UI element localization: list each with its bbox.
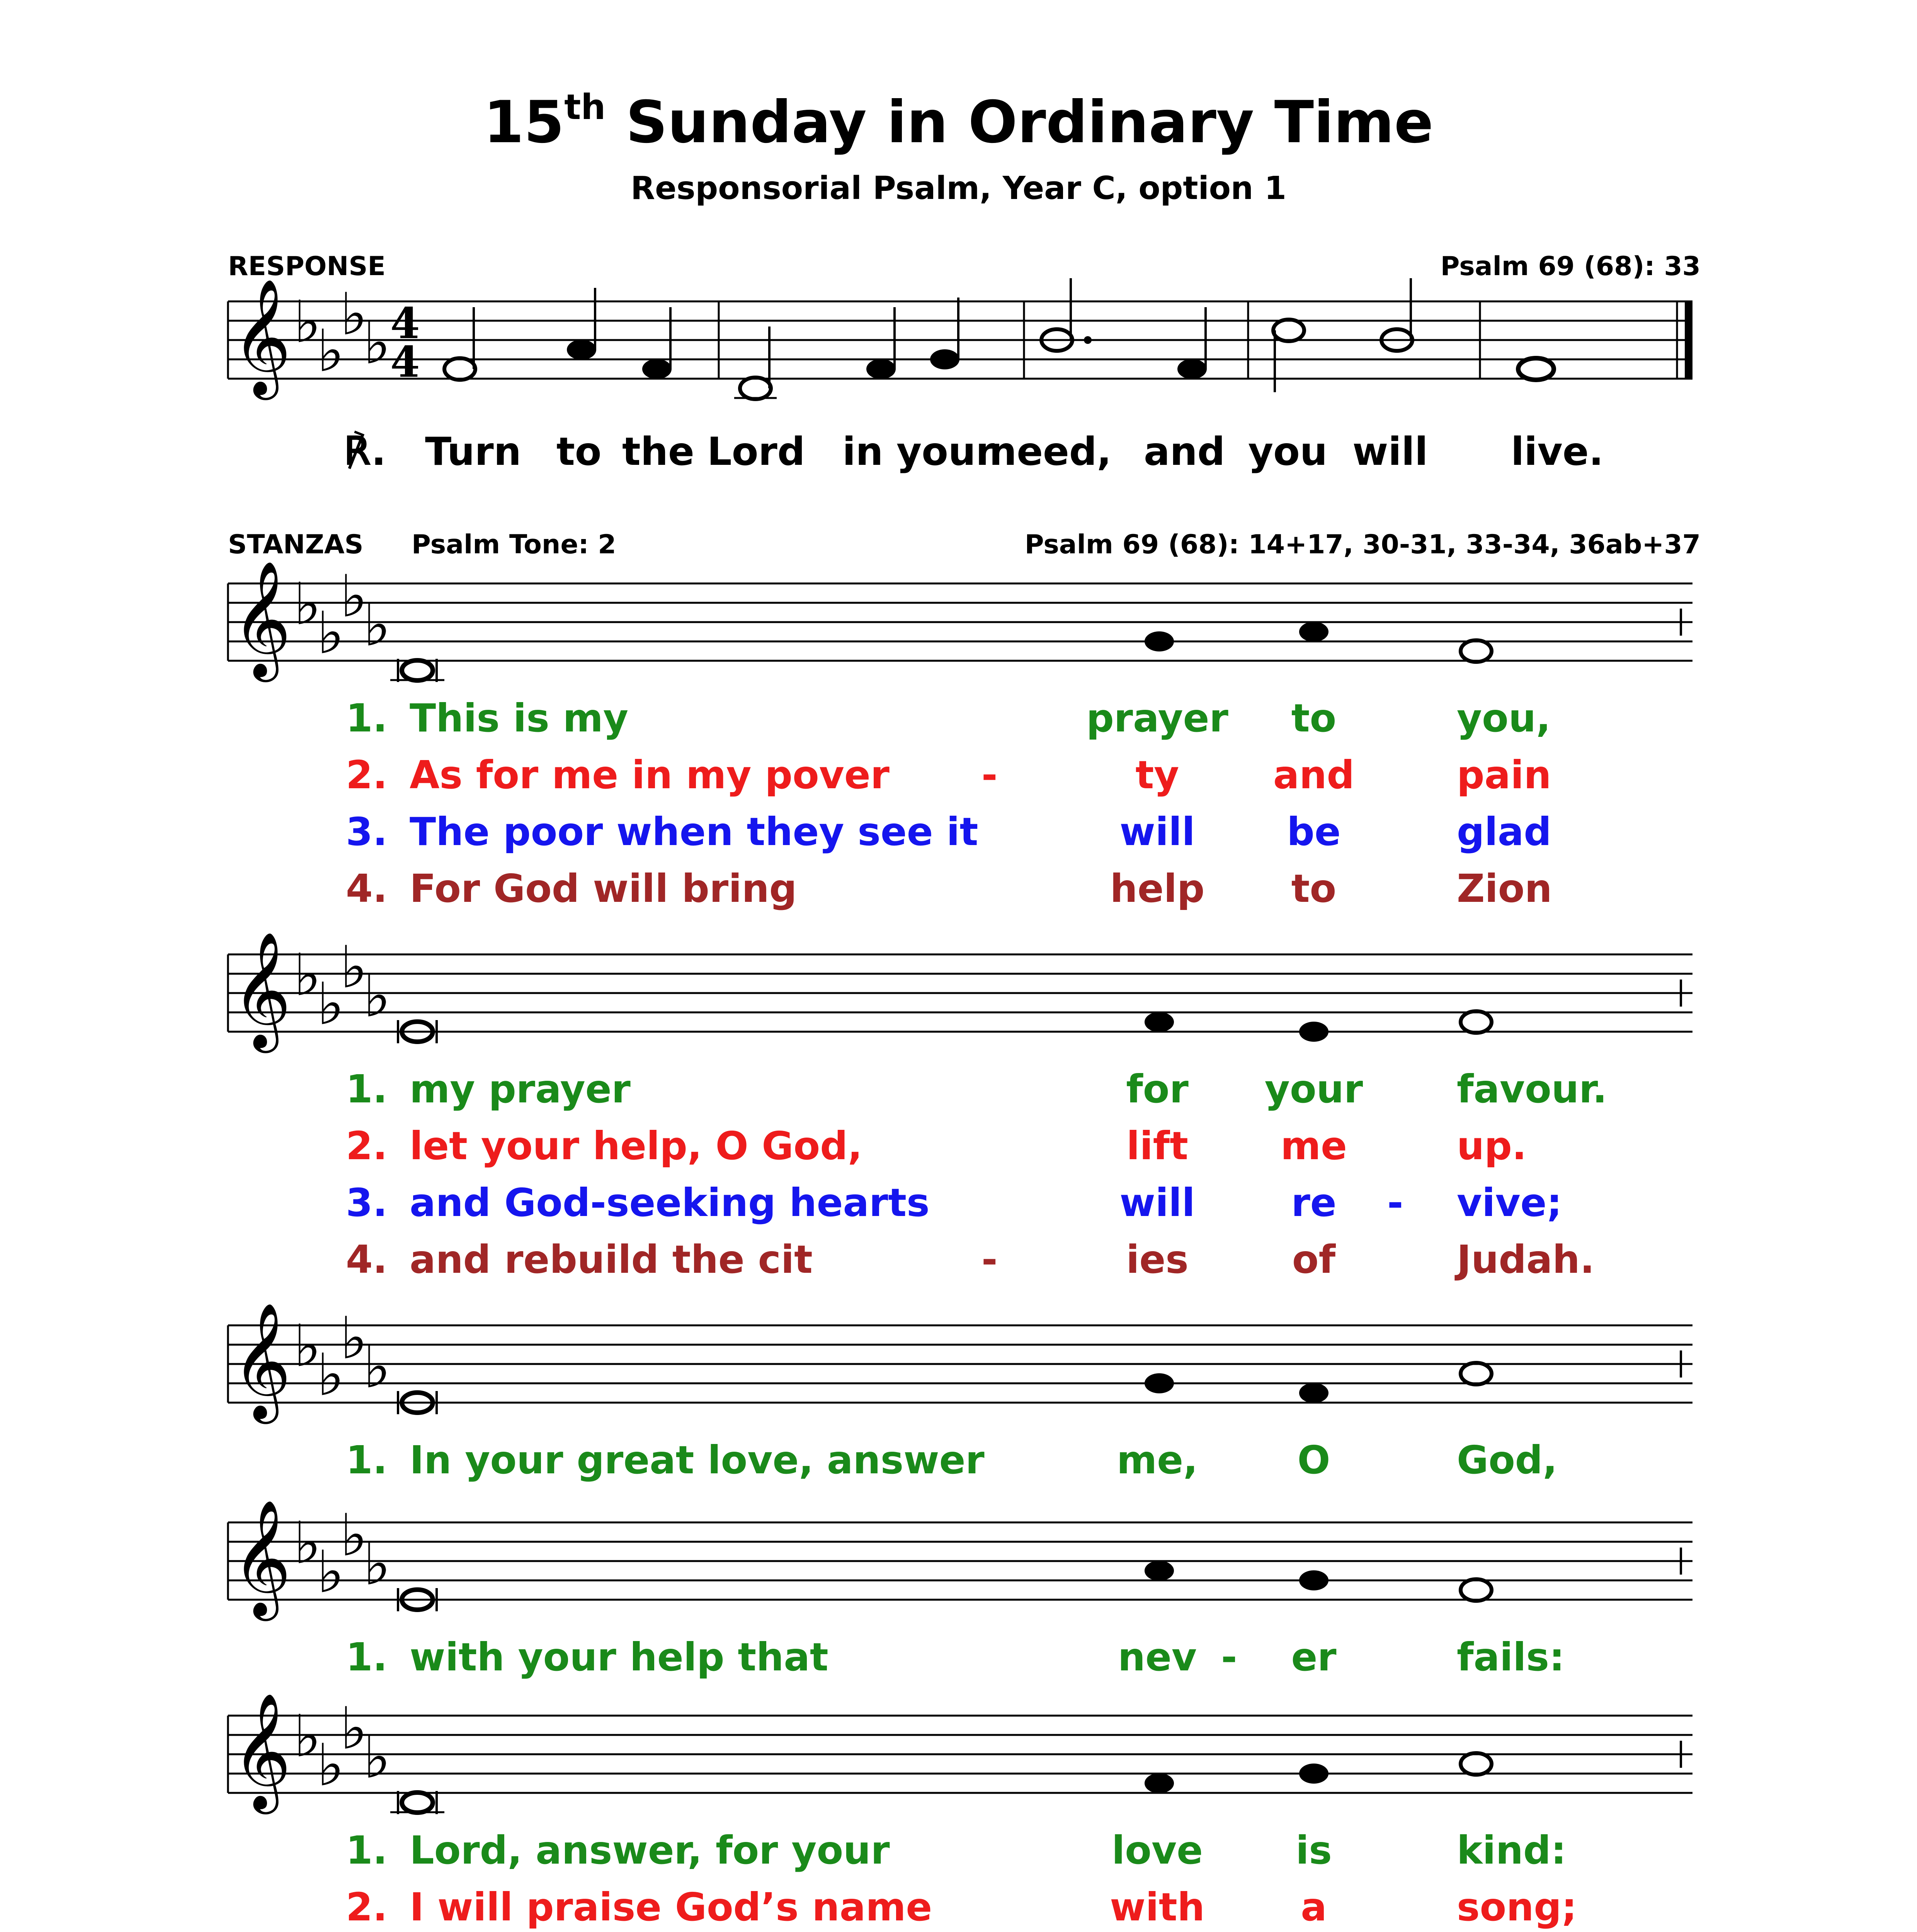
verse-number: 3. [346,1180,388,1225]
response-word: in [842,429,883,474]
verse-text: and rebuild the cit [410,1237,813,1282]
svg-text:4: 4 [390,337,420,387]
note [1461,1011,1492,1033]
svg-text:♭: ♭ [340,1502,367,1569]
verse-syllable-3: God, [1457,1437,1558,1483]
verse-text: As for me in my pover [410,752,890,798]
svg-text:♭: ♭ [317,318,344,385]
verse-syllable-3: favour. [1457,1066,1607,1112]
note [1145,1773,1174,1793]
verse-mid-dash: - [1221,1634,1237,1680]
time-signature [390,298,420,387]
note [1145,1012,1174,1032]
verse-text: with your help that [410,1634,828,1680]
treble-clef-icon: 𝄞 [232,1499,291,1616]
svg-text:4: 4 [390,298,420,348]
svg-text:♭: ♭ [340,281,367,348]
verse-syllable-3: kind: [1457,1828,1567,1873]
response-staff [216,278,1700,417]
key-signature-flats-icon [294,934,391,1038]
verse-text: In your great love, answer [410,1437,985,1483]
svg-text:♭: ♭ [317,971,344,1038]
response-word: will [1352,429,1428,474]
response-word: Lord [707,429,805,474]
svg-text:♭: ♭ [363,310,391,377]
svg-text:♭: ♭ [294,942,321,1009]
svg-text:♭: ♭ [317,1539,344,1606]
verse-text: This is my [410,696,629,741]
psalm-tone: Psalm Tone: 2 [412,529,616,560]
key-signature-flats-icon [294,281,391,385]
response-notes [444,278,1554,399]
svg-text:♭: ♭ [294,1510,321,1577]
verse-syllable-3: you, [1457,696,1551,741]
verse-number: 1. [346,1437,388,1483]
svg-text:♭: ♭ [340,1305,367,1372]
verse-syllable-3: glad [1457,809,1551,854]
stanza-staff [216,931,1700,1070]
note [1299,1764,1328,1784]
verse-text: The poor when they see it [410,809,978,854]
verse-number: 2. [346,752,388,798]
note [1299,1383,1328,1403]
note [1299,1570,1328,1590]
svg-text:♭: ♭ [294,571,321,638]
note [1461,1753,1492,1775]
verse-syllable-3: Zion [1457,866,1552,911]
verse-text: For God will bring [410,866,797,911]
svg-text:♭: ♭ [363,1334,391,1401]
verse-syllable-3: Judah. [1457,1237,1595,1282]
verse-number: 1. [346,1066,388,1112]
treble-clef-icon: 𝄞 [232,560,291,677]
svg-text:♭: ♭ [317,600,344,667]
verse-number: 2. [346,1884,388,1930]
verse-text: my prayer [410,1066,631,1112]
svg-text:♭: ♭ [294,1703,321,1770]
svg-text:♭: ♭ [317,1342,344,1409]
response-word: live. [1511,429,1604,474]
response-reference: Psalm 69 (68): 33 [1440,251,1701,282]
verse-text: I will praise God’s name [410,1884,932,1930]
svg-text:♭: ♭ [317,1732,344,1799]
reciting-note-breve [390,659,444,682]
verse-hyphen: - [981,752,998,798]
verse-text: Lord, answer, for your [410,1828,890,1873]
verse-number: 1. [346,1634,388,1680]
verse-dash: - [1387,1180,1403,1225]
svg-text:♭: ♭ [294,289,321,356]
stanzas-label: STANZAS [228,529,364,560]
svg-text:♭: ♭ [340,934,367,1001]
svg-text:♭: ♭ [363,1724,391,1791]
verse-number: 4. [346,866,388,911]
key-signature-flats-icon [294,1695,391,1799]
page-title: 15th Sunday in Ordinary Time [483,87,1434,156]
treble-clef-icon: 𝄞 [232,1302,291,1419]
note [1299,1022,1328,1042]
treble-clef-icon: 𝄞 [232,1692,291,1809]
verse-number: 4. [346,1237,388,1282]
note [1461,640,1492,662]
key-signature-flats-icon [294,563,391,667]
note [1299,622,1328,642]
verse-syllable-3: vive; [1457,1180,1562,1225]
verse-number: 3. [346,809,388,854]
treble-clef-icon: 𝄞 [232,931,291,1048]
page-subtitle: Responsorial Psalm, Year C, option 1 [630,170,1286,207]
response-word: you [1248,429,1328,474]
note [1461,1363,1492,1384]
verse-syllable-3: song; [1457,1884,1577,1930]
response-word: and [1144,429,1225,474]
note [1145,1561,1174,1581]
stanza-staff [216,560,1700,699]
verse-number: 2. [346,1123,388,1168]
key-signature-flats-icon [294,1502,391,1606]
svg-text:♭: ♭ [363,592,391,659]
final-barline [1685,301,1692,379]
svg-text:♭: ♭ [340,563,367,630]
response-word: to [556,429,602,474]
svg-text:♭: ♭ [294,1313,321,1380]
verse-text: let your help, O God, [410,1123,862,1168]
note [1461,1579,1492,1601]
verse-number: 1. [346,1828,388,1873]
response-word: your [896,429,995,474]
stanza-staff [216,1692,1700,1832]
verse-number: 1. [346,696,388,741]
response-word: Turn [425,429,521,474]
verse-syllable-3: fails: [1457,1634,1565,1680]
stanza-staff [216,1302,1700,1441]
verse-syllable-3: pain [1457,752,1551,798]
response-word: need, [989,429,1112,474]
svg-text:♭: ♭ [363,1531,391,1598]
verse-hyphen: - [981,1237,998,1282]
key-signature-flats-icon [294,1305,391,1409]
note [1145,631,1174,651]
stanzas-reference: Psalm 69 (68): 14+17, 30-31, 33-34, 36ab+37 [1024,529,1701,560]
svg-text:♭: ♭ [363,963,391,1030]
treble-clef-icon: 𝄞 [232,278,291,395]
svg-text:♭: ♭ [340,1695,367,1762]
stanza-staff [216,1499,1700,1638]
response-symbol: ℟. [344,429,386,474]
response-label: RESPONSE [228,251,386,282]
verse-text: and God-seeking hearts [410,1180,930,1225]
note [1145,1373,1174,1393]
reciting-note-breve [390,1791,444,1814]
response-word: the [622,429,694,474]
verse-syllable-3: up. [1457,1123,1527,1168]
